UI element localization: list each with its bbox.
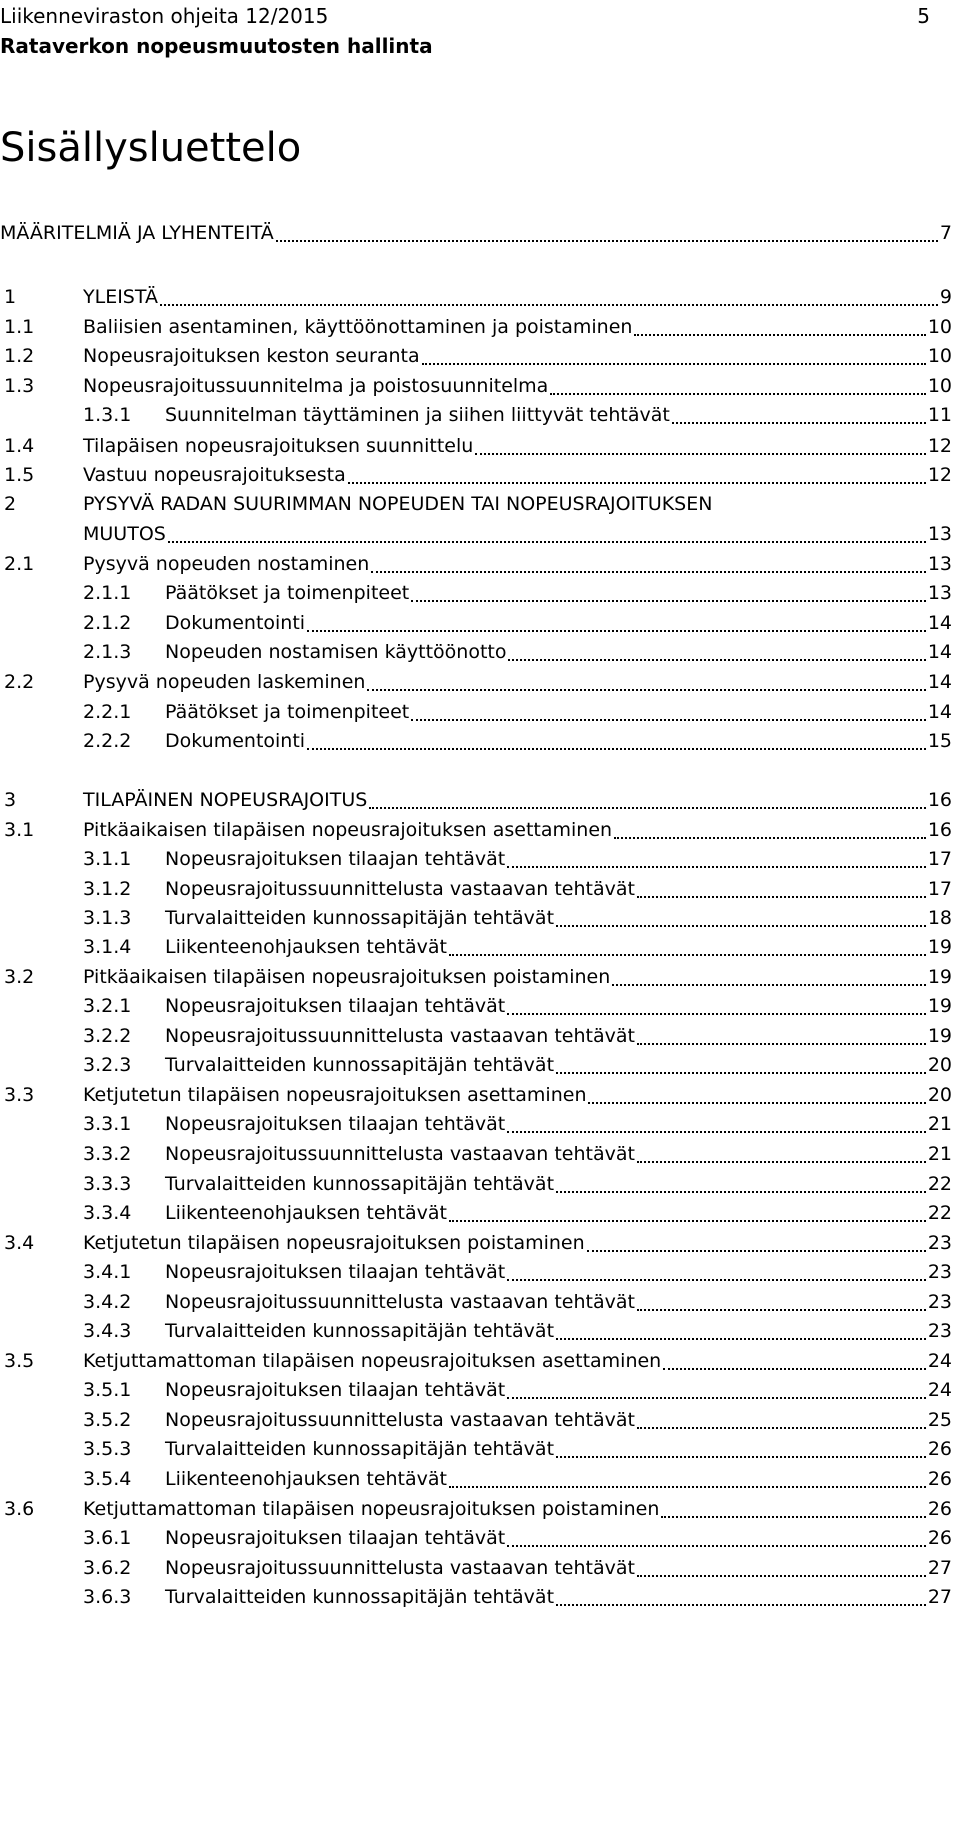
toc-entry-label: Nopeusrajoitussuunnittelusta vastaavan tehtävät (165, 1025, 635, 1047)
toc-entry-number: 1.3 (4, 375, 35, 397)
toc-entry-body (83, 312, 952, 342)
toc-entry-number: 3.5.1 (83, 1379, 132, 1401)
toc-entry-label: Dokumentointi (165, 730, 306, 752)
toc-entry[interactable] (0, 1198, 952, 1228)
toc-entry-number: 3 (4, 789, 17, 811)
toc-entry-page: 23 (927, 1261, 952, 1283)
toc-leader-dots (556, 1456, 926, 1458)
toc-entry-number: 1.1 (4, 316, 35, 338)
toc-entry-body (83, 815, 952, 845)
toc-entry-number: 3.5 (4, 1350, 35, 1372)
toc-entry-body (83, 1228, 952, 1258)
toc-entry-page: 25 (927, 1409, 952, 1431)
toc-entry-label: Turvalaitteiden kunnossapitäjän tehtävät (165, 1438, 555, 1460)
toc-entry-number: 3.2.3 (83, 1054, 132, 1076)
toc-entry[interactable] (0, 785, 952, 815)
toc-entry[interactable] (0, 282, 952, 312)
toc-entry-body (165, 637, 952, 667)
toc-entry-number: 2.2 (4, 671, 35, 693)
toc-leader-dots (634, 334, 925, 336)
toc-entry[interactable] (0, 1139, 952, 1169)
toc-entry[interactable] (0, 1228, 952, 1258)
toc-entry-page: 15 (927, 730, 952, 752)
toc-entry-body (165, 1257, 952, 1287)
toc-entry-page: 16 (927, 789, 952, 811)
toc-entry-page: 20 (927, 1084, 952, 1106)
toc-entry-label: Turvalaitteiden kunnossapitäjän tehtävät (165, 1173, 555, 1195)
toc-entry-page: 23 (927, 1320, 952, 1342)
toc-entry[interactable] (0, 1523, 952, 1553)
toc-leader-dots (637, 1309, 926, 1311)
toc-entry[interactable] (0, 1582, 952, 1612)
toc-leader-dots (348, 482, 926, 484)
toc-leader-dots (661, 1516, 925, 1518)
toc-entry-number: 1.3.1 (83, 404, 132, 426)
toc-entry-label: MÄÄRITELMIÄ JA LYHENTEITÄ (0, 222, 274, 244)
toc-entry-page: 24 (927, 1350, 952, 1372)
toc-entry-label: Nopeusrajoituksen tilaajan tehtävät (165, 1113, 506, 1135)
toc-entry-label: YLEISTÄ (83, 286, 158, 308)
toc-entry-number: 3.2.2 (83, 1025, 132, 1047)
toc-leader-dots (614, 837, 926, 839)
toc-entry-label: Nopeusrajoituksen tilaajan tehtävät (165, 995, 506, 1017)
toc-entry-page: 26 (927, 1527, 952, 1549)
toc-entry-page: 22 (927, 1202, 952, 1224)
toc-entry[interactable] (0, 903, 952, 933)
toc-entry[interactable] (0, 1109, 952, 1139)
toc-entry-body (165, 400, 952, 430)
toc-leader-dots (307, 630, 926, 632)
toc-entry-body (165, 844, 952, 874)
toc-entry-body (165, 1375, 952, 1405)
toc-entry-page: 20 (927, 1054, 952, 1076)
toc-entry-number: 2.2.1 (83, 701, 132, 723)
toc-entry-number: 3.3.4 (83, 1202, 132, 1224)
toc-entry-number: 3.2.1 (83, 995, 132, 1017)
toc-entry-number: 3.4.1 (83, 1261, 132, 1283)
toc-entry[interactable] (0, 1257, 952, 1287)
toc-entry-page: 14 (927, 671, 952, 693)
toc-entry-page: 19 (927, 966, 952, 988)
toc-entry-number: 3.6.1 (83, 1527, 132, 1549)
toc-entry[interactable] (0, 460, 952, 490)
toc-entry[interactable] (0, 1553, 952, 1583)
toc-leader-dots (587, 1250, 926, 1252)
toc-entry-page: 14 (927, 641, 952, 663)
toc-entry-page: 12 (927, 435, 952, 457)
header-page-number: 5 (917, 4, 930, 28)
toc-entry[interactable] (0, 815, 952, 845)
toc-entry-page: 13 (927, 582, 952, 604)
toc-entry-body (165, 726, 952, 756)
toc-entry[interactable] (0, 1464, 952, 1494)
toc-entry-page: 18 (927, 907, 952, 929)
toc-entry-number: 3.3.3 (83, 1173, 132, 1195)
toc-entry-page: 7 (939, 222, 952, 244)
toc-entry-number: 3.3.1 (83, 1113, 132, 1135)
toc-entry-label: Nopeusrajoituksen tilaajan tehtävät (165, 1527, 506, 1549)
toc-leader-dots (168, 541, 926, 543)
toc-entry-label: Liikenteenohjauksen tehtävät (165, 1202, 447, 1224)
toc-entry[interactable] (0, 519, 952, 549)
toc-entry-page: 27 (927, 1557, 952, 1579)
toc-entry-page: 26 (927, 1468, 952, 1490)
toc-leader-dots (663, 1368, 926, 1370)
toc-entry-page: 24 (927, 1379, 952, 1401)
toc-entry-body (165, 1198, 952, 1228)
toc-entry-label: TILAPÄINEN NOPEUSRAJOITUS (83, 789, 368, 811)
toc-entry[interactable] (0, 932, 952, 962)
toc-leader-dots (411, 600, 926, 602)
toc-entry-page: 10 (927, 316, 952, 338)
toc-leader-dots (507, 1279, 926, 1281)
toc-entry-body (165, 1464, 952, 1494)
toc-entry-body (165, 903, 952, 933)
toc-entry[interactable] (0, 1169, 952, 1199)
toc-entry[interactable] (0, 1080, 952, 1110)
toc-entry-page: 11 (927, 404, 952, 426)
toc-leader-dots (556, 1072, 926, 1074)
toc-entry-body (83, 785, 952, 815)
toc-entry-body (83, 549, 952, 579)
toc-entry[interactable] (0, 991, 952, 1021)
toc-leader-dots (637, 1161, 926, 1163)
toc-entry-number: 3.5.4 (83, 1468, 132, 1490)
toc-entry-label: Pitkäaikaisen tilapäisen nopeusrajoituksen asettaminen (83, 819, 613, 841)
toc-leader-dots (508, 659, 925, 661)
toc-entry-label: Tilapäisen nopeusrajoituksen suunnittelu (83, 435, 474, 457)
toc-entry-body (165, 991, 952, 1021)
toc-leader-dots (449, 1486, 926, 1488)
toc-entry[interactable] (0, 1287, 952, 1317)
toc-leader-dots (367, 689, 925, 691)
toc-entry-label: Nopeusrajoitussuunnittelusta vastaavan tehtävät (165, 1291, 635, 1313)
toc-entry-number: 3.1.1 (83, 848, 132, 870)
toc-entry-label: MUUTOS (83, 523, 166, 545)
toc-entry-page: 13 (927, 523, 952, 545)
toc-entry-number: 2.1.2 (83, 612, 132, 634)
toc-entry-body (83, 519, 952, 549)
toc-leader-dots (637, 896, 926, 898)
toc-entry-label: Päätökset ja toimenpiteet (165, 701, 410, 723)
toc-entry[interactable] (0, 697, 952, 727)
toc-entry-label: Pitkäaikaisen tilapäisen nopeusrajoituksen poistaminen (83, 966, 611, 988)
toc-entry-label: Dokumentointi (165, 612, 306, 634)
toc-entry-number: 1.2 (4, 345, 35, 367)
toc-entry[interactable] (0, 312, 952, 342)
toc-entry-body (165, 1139, 952, 1169)
toc-entry-body (165, 1523, 952, 1553)
header-document-title: Rataverkon nopeusmuutosten hallinta (0, 34, 433, 58)
toc-leader-dots (637, 1043, 926, 1045)
toc-leader-dots (369, 807, 926, 809)
toc-entry[interactable] (0, 371, 952, 401)
toc-entry-number: 3.5.2 (83, 1409, 132, 1431)
toc-entry-label-line1: PYSYVÄ RADAN SUURIMMAN NOPEUDEN TAI NOPEUSRAJOITUKSEN (83, 493, 713, 515)
toc-leader-dots (449, 954, 926, 956)
toc-entry-label: Nopeusrajoituksen tilaajan tehtävät (165, 848, 506, 870)
toc-leader-dots (507, 1545, 926, 1547)
toc-entry[interactable] (0, 1375, 952, 1405)
toc-leader-dots (507, 1397, 926, 1399)
toc-entry-page: 19 (927, 995, 952, 1017)
toc-entry-label: Nopeusrajoitussuunnittelusta vastaavan tehtävät (165, 1557, 635, 1579)
toc-entry[interactable] (0, 667, 952, 697)
toc-entry-number: 1 (4, 286, 17, 308)
toc-entry-body (165, 1050, 952, 1080)
toc-entry[interactable] (0, 874, 952, 904)
toc-entry-body (165, 1405, 952, 1435)
toc-entry[interactable] (0, 431, 952, 461)
toc-entry-page: 23 (927, 1232, 952, 1254)
toc-entry[interactable] (0, 844, 952, 874)
toc-entry-page: 14 (927, 612, 952, 634)
toc-entry-page: 16 (927, 819, 952, 841)
toc-entry-page: 21 (927, 1113, 952, 1135)
toc-entry-label: Suunnitelman täyttäminen ja siihen liittyvät tehtävät (165, 404, 670, 426)
toc-entry-number: 3.3 (4, 1084, 35, 1106)
toc-entry-page: 19 (927, 936, 952, 958)
toc-entry[interactable] (0, 1021, 952, 1051)
toc-entry-number: 3.4.2 (83, 1291, 132, 1313)
toc-entry[interactable] (0, 578, 952, 608)
toc-entry-page: 27 (927, 1586, 952, 1608)
toc-leader-dots (507, 1013, 926, 1015)
toc-entry-body (83, 431, 952, 461)
toc-entry-body (165, 1109, 952, 1139)
toc-entry-page: 17 (927, 848, 952, 870)
toc-entry-page: 14 (927, 701, 952, 723)
toc-entry-body (83, 962, 952, 992)
toc-entry-page: 12 (927, 464, 952, 486)
toc-entry[interactable] (0, 1316, 952, 1346)
toc-entry-number: 3.1 (4, 819, 35, 841)
toc-entry-body (83, 282, 952, 312)
toc-entry[interactable] (0, 341, 952, 371)
toc-entry-label: Liikenteenohjauksen tehtävät (165, 1468, 447, 1490)
toc-leader-dots (411, 719, 926, 721)
toc-leader-dots (160, 304, 938, 306)
toc-entry[interactable] (0, 400, 952, 430)
toc-entry-body (165, 1553, 952, 1583)
toc-leader-dots (507, 866, 926, 868)
toc-entry-page: 26 (927, 1438, 952, 1460)
toc-leader-dots (422, 363, 926, 365)
toc-entry[interactable] (0, 962, 952, 992)
toc-entry[interactable] (0, 1405, 952, 1435)
toc-entry-number: 3.1.2 (83, 878, 132, 900)
toc-entry-body (165, 1434, 952, 1464)
toc-leader-dots (475, 453, 926, 455)
toc-entry-label: Nopeusrajoitussuunnittelusta vastaavan tehtävät (165, 1409, 635, 1431)
toc-entry-page: 21 (927, 1143, 952, 1165)
toc-entry-definitions[interactable] (0, 218, 952, 248)
toc-entry-label: Ketjuttamattoman tilapäisen nopeusrajoituksen asettaminen (83, 1350, 662, 1372)
toc-entry-number: 3.6.2 (83, 1557, 132, 1579)
toc-entry-number: 3.3.2 (83, 1143, 132, 1165)
toc-entry-label: Nopeusrajoituksen keston seuranta (83, 345, 420, 367)
toc-entry-label: Liikenteenohjauksen tehtävät (165, 936, 447, 958)
toc-entry[interactable] (0, 608, 952, 638)
toc-entry-body (165, 608, 952, 638)
toc-entry[interactable] (0, 1050, 952, 1080)
toc-entry[interactable] (0, 1346, 952, 1376)
toc-entry-body (83, 667, 952, 697)
toc-leader-dots (556, 1604, 926, 1606)
toc-entry-number: 3.1.3 (83, 907, 132, 929)
toc-entry-body (83, 1494, 952, 1524)
toc-entry-number: 3.6.3 (83, 1586, 132, 1608)
toc-entry-label: Nopeusrajoitussuunnitelma ja poistosuunnitelma (83, 375, 549, 397)
toc-entry-body (165, 1582, 952, 1612)
toc-entry-number: 1.5 (4, 464, 35, 486)
page-title: Sisällysluettelo (0, 125, 302, 171)
toc-entry-number: 3.5.3 (83, 1438, 132, 1460)
toc-entry-number: 2 (4, 493, 17, 515)
toc-entry-number: 3.2 (4, 966, 35, 988)
toc-leader-dots (507, 1131, 926, 1133)
toc-entry-label: Ketjutetun tilapäisen nopeusrajoituksen poistaminen (83, 1232, 585, 1254)
toc-entry-page: 10 (927, 345, 952, 367)
toc-entry-body (165, 1316, 952, 1346)
toc-entry-label: Päätökset ja toimenpiteet (165, 582, 410, 604)
toc-entry-body (0, 218, 952, 248)
toc-entry-number: 1.4 (4, 435, 35, 457)
toc-entry-label: Nopeusrajoitussuunnittelusta vastaavan tehtävät (165, 1143, 635, 1165)
toc-entry-body (165, 874, 952, 904)
toc-entry-label: Turvalaitteiden kunnossapitäjän tehtävät (165, 907, 555, 929)
toc-leader-dots (556, 1338, 926, 1340)
toc-entry[interactable] (0, 726, 952, 756)
toc-leader-dots (556, 1191, 926, 1193)
toc-entry-label: Turvalaitteiden kunnossapitäjän tehtävät (165, 1320, 555, 1342)
toc-entry-page: 23 (927, 1291, 952, 1313)
toc-entry-body (165, 1021, 952, 1051)
toc-entry-number: 2.1 (4, 553, 35, 575)
toc-leader-dots (371, 571, 926, 573)
toc-entry-page: 26 (927, 1498, 952, 1520)
toc-entry-number: 3.6 (4, 1498, 35, 1520)
toc-entry-label: Vastuu nopeusrajoituksesta (83, 464, 346, 486)
toc-entry-label: Nopeusrajoitussuunnittelusta vastaavan tehtävät (165, 878, 635, 900)
toc-entry-page: 13 (927, 553, 952, 575)
toc-entry-body (83, 1080, 952, 1110)
toc-leader-dots (588, 1102, 925, 1104)
toc-leader-dots (307, 748, 926, 750)
toc-leader-dots (672, 422, 926, 424)
toc-entry-body (165, 1169, 952, 1199)
toc-entry-body (83, 371, 952, 401)
toc-leader-dots (637, 1575, 926, 1577)
toc-entry-number: 3.4.3 (83, 1320, 132, 1342)
toc-entry-body (83, 341, 952, 371)
toc-entry-label: Baliisien asentaminen, käyttöönottaminen ja poistaminen (83, 316, 633, 338)
toc-entry[interactable] (0, 1434, 952, 1464)
toc-entry-body (165, 932, 952, 962)
toc-entry-label: Turvalaitteiden kunnossapitäjän tehtävät (165, 1586, 555, 1608)
toc-leader-dots (449, 1220, 926, 1222)
toc-entry-number: 3.1.4 (83, 936, 132, 958)
toc-entry[interactable] (0, 637, 952, 667)
toc-entry-label: Nopeusrajoituksen tilaajan tehtävät (165, 1379, 506, 1401)
toc-entry-label: Nopeusrajoituksen tilaajan tehtävät (165, 1261, 506, 1283)
toc-entry-number: 2.1.3 (83, 641, 132, 663)
toc-entry-number: 3.4 (4, 1232, 35, 1254)
toc-entry-page: 22 (927, 1173, 952, 1195)
toc-entry-page: 9 (939, 286, 952, 308)
toc-leader-dots (550, 393, 925, 395)
toc-entry-page: 19 (927, 1025, 952, 1047)
toc-entry-number: 2.2.2 (83, 730, 132, 752)
toc-leader-dots (556, 925, 926, 927)
toc-entry-body (165, 578, 952, 608)
toc-entry-body (83, 460, 952, 490)
toc-entry[interactable] (0, 1494, 952, 1524)
header-publication: Liikenneviraston ohjeita 12/2015 (0, 4, 329, 28)
toc-leader-dots (637, 1427, 926, 1429)
toc-leader-dots (276, 240, 938, 242)
toc-entry-label: Turvalaitteiden kunnossapitäjän tehtävät (165, 1054, 555, 1076)
toc-entry-label: Nopeuden nostamisen käyttöönotto (165, 641, 507, 663)
toc-entry-page: 17 (927, 878, 952, 900)
toc-entry-body (165, 1287, 952, 1317)
toc-entry-label: Ketjuttamattoman tilapäisen nopeusrajoituksen poistaminen (83, 1498, 660, 1520)
toc-leader-dots (612, 984, 926, 986)
toc-entry-label: Pysyvä nopeuden nostaminen (83, 553, 370, 575)
toc-entry-label: Ketjutetun tilapäisen nopeusrajoituksen asettaminen (83, 1084, 587, 1106)
toc-entry[interactable] (0, 549, 952, 579)
toc-entry-body (83, 1346, 952, 1376)
toc-entry-page: 10 (927, 375, 952, 397)
toc-entry-number: 2.1.1 (83, 582, 132, 604)
toc-entry-body (165, 697, 952, 727)
toc-entry-label: Pysyvä nopeuden laskeminen (83, 671, 366, 693)
